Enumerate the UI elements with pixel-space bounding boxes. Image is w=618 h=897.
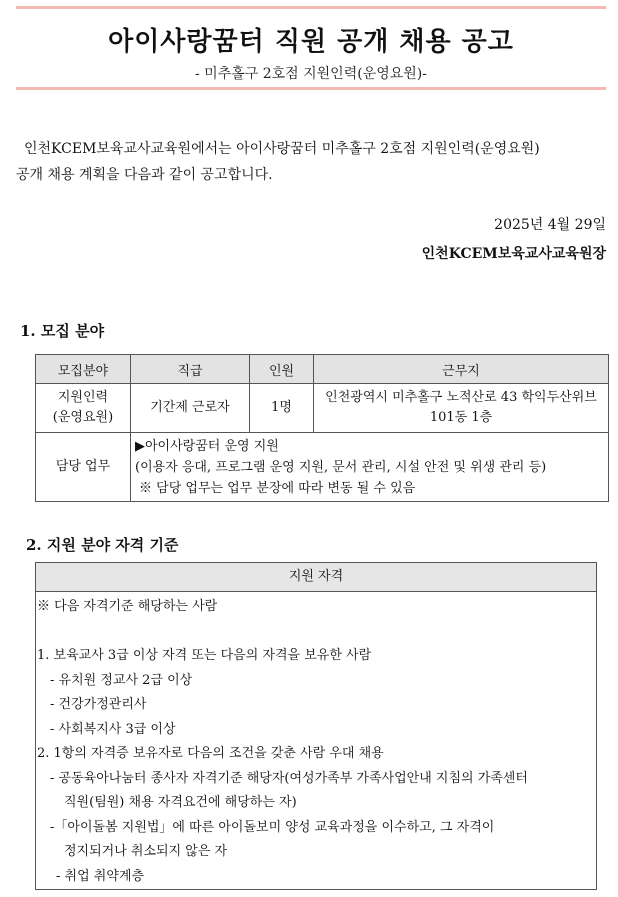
list-item-continued: 직원(팀원) 채용 자격요건에 해당하는 자) — [64, 795, 297, 810]
cell-count: 1명 — [250, 384, 314, 433]
page-subtitle: - 미추홀구 2호점 지원인력(운영요원)- — [195, 66, 427, 82]
list-item: - 취업 취약계층 — [56, 868, 145, 884]
list-item-continued: 정지되거나 취소되지 않은 자 — [64, 844, 228, 859]
list-item: - 사회복지사 3급 이상 — [50, 721, 176, 737]
section-2-heading: 2. 지원 분야 자격 기준 — [26, 536, 179, 554]
field-line-1: 지원인력 — [57, 390, 109, 405]
column-header-rank: 직급 — [131, 355, 250, 384]
qualification-note: ※ 다음 자격기준 해당하는 사람 — [37, 599, 218, 614]
page-title: 아이사랑꿈터 직원 공개 채용 공고 — [108, 27, 514, 57]
table-row — [36, 384, 609, 433]
duty-line-1: ▶아이사랑꿈터 운영 지원 — [135, 438, 279, 454]
cell-field — [36, 384, 131, 433]
list-item: - 유치원 정교사 2급 이상 — [50, 672, 193, 688]
qualification-box-title: 지원 자격 — [36, 563, 596, 592]
qualification-list — [36, 592, 596, 889]
recruitment-table — [35, 354, 609, 502]
duty-line-2: (이용자 응대, 프로그램 운영 지원, 문서 관리, 시설 안전 및 위생 관리 등) — [135, 459, 547, 475]
section-1-heading: 1. 모집 분야 — [20, 322, 105, 340]
column-header-field: 모집분야 — [36, 355, 131, 384]
intro-line-2: 공개 채용 계획을 다음과 같이 공고합니다. — [16, 167, 273, 183]
qualification-box — [35, 562, 597, 890]
column-header-count: 인원 — [250, 355, 314, 384]
cell-location — [314, 384, 609, 433]
title-band — [16, 6, 606, 90]
field-line-2: (운영요원) — [52, 410, 114, 425]
cell-rank: 기간제 근로자 — [131, 384, 250, 433]
qualification-item-1: 1. 보육교사 3급 이상 자격 또는 다음의 자격을 보유한 사람 — [37, 648, 372, 663]
duty-line-3: ※ 담당 업무는 업무 분장에 따라 변동 될 수 있음 — [139, 480, 416, 496]
column-header-location: 근무지 — [314, 355, 609, 384]
list-item: - 공동육아나눔터 종사자 자격기준 해당자(여성가족부 가족사업안내 지침의 가족센터 — [50, 770, 528, 786]
cell-duty-label: 담당 업무 — [36, 433, 131, 502]
intro-paragraph — [16, 136, 608, 188]
intro-line-1: 인천KCEM보육교사교육원에서는 아이사랑꿈터 미추홀구 2호점 지원인력(운영요원) — [24, 141, 540, 157]
qualification-item-2: 2. 1항의 자격증 보유자로 다음의 조건을 갖춘 사람 우대 채용 — [37, 746, 384, 761]
list-item: -「아이돌봄 지원법」에 따른 아이돌보미 양성 교육과정을 이수하고, 그 자격이 — [50, 819, 495, 835]
location-line-2: 101동 1층 — [429, 410, 493, 425]
location-line-1: 인천광역시 미추홀구 노적산로 43 학익두산위브 — [325, 390, 597, 405]
issuing-organization: 인천KCEM보육교사교육원장 — [421, 246, 606, 262]
list-item: - 건강가정관리사 — [50, 697, 147, 712]
announcement-date: 2025년 4월 29일 — [494, 217, 606, 233]
cell-duty-content — [131, 433, 609, 502]
table-row — [36, 433, 609, 502]
